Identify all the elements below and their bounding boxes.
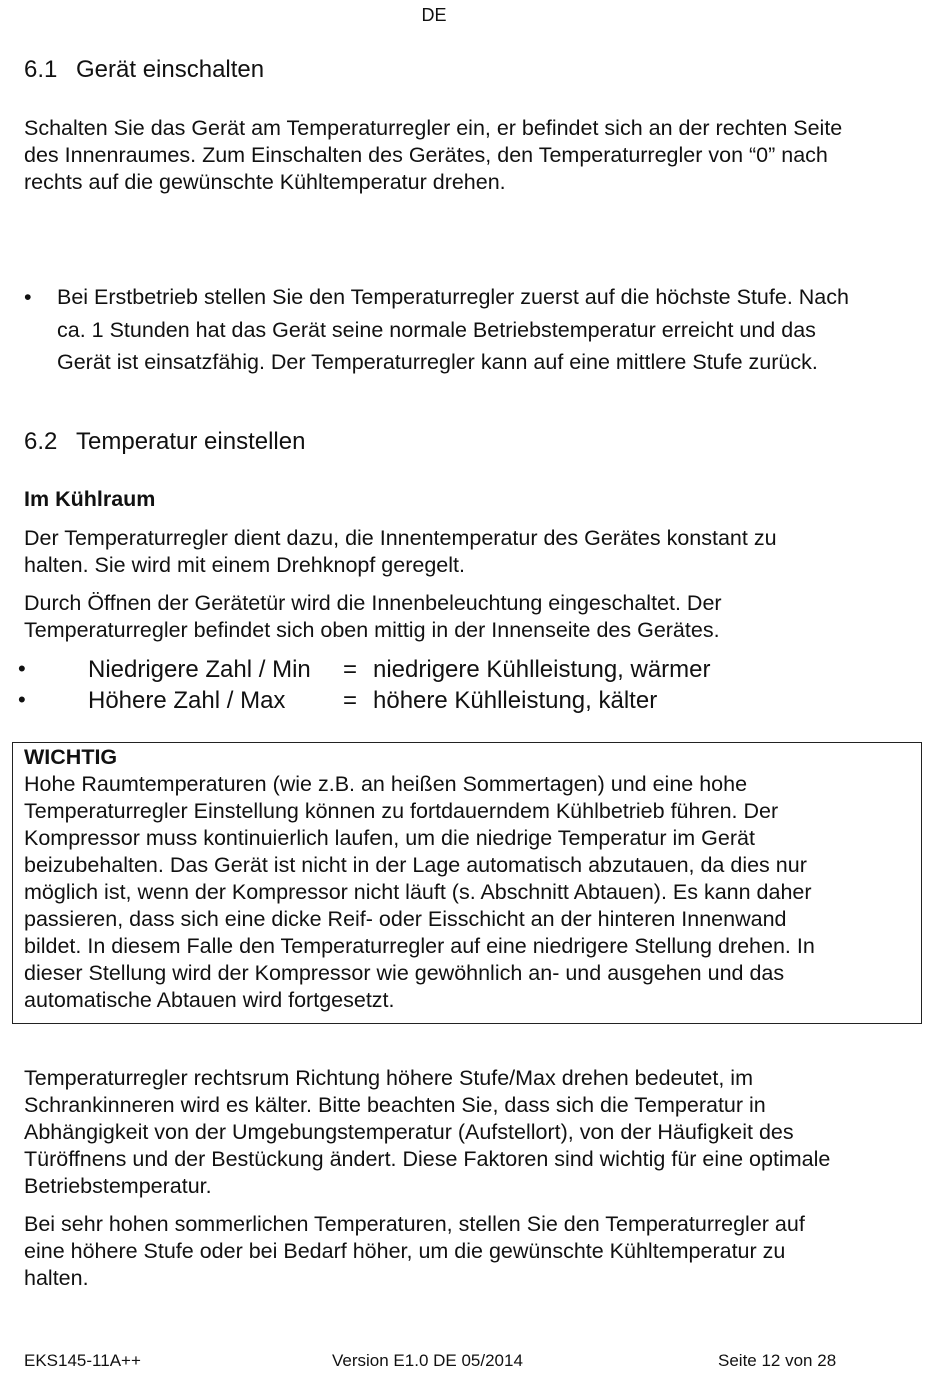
text-line: Temperaturregler Einstellung können zu fortdauerndem Kühlbetrieb führen. Der xyxy=(24,799,779,823)
text-line: des Innenraumes. Zum Einschalten des Gerätes, den Temperaturregler von “0” nach xyxy=(24,143,828,167)
text-line: Türöffnens und der Bestückung ändert. Diese Faktoren sind wichtig für eine optimale xyxy=(24,1147,831,1171)
paragraph-door-light xyxy=(24,590,924,644)
important-title: WICHTIG xyxy=(24,745,118,769)
text-line: beizubehalten. Das Gerät ist nicht in der Lage automatisch abzutauen, da dies nur xyxy=(24,853,807,877)
paragraph-thermostat xyxy=(24,525,924,579)
paragraph-turn-right xyxy=(24,1065,924,1200)
text-line: Abhängigkeit von der Umgebungstemperatur (Aufstellort), von der Häufigkeit des xyxy=(24,1120,794,1144)
text-line: Hohe Raumtemperaturen (wie z.B. an heißen Sommertagen) und eine hohe xyxy=(24,772,748,796)
text-line: Schrankinneren wird es kälter. Bitte beachten Sie, dass sich die Temperatur in xyxy=(24,1093,766,1117)
paragraph-summer xyxy=(24,1211,924,1292)
text-line: möglich ist, wenn der Kompressor nicht läuft (s. Abschnitt Abtauen). Es kann daher xyxy=(24,880,812,904)
text-line: Temperaturregler rechtsrum Richtung höhere Stufe/Max drehen bedeutet, im xyxy=(24,1066,753,1090)
text-line: Bei Erstbetrieb stellen Sie den Temperaturregler zuerst auf die höchste Stufe. Nach xyxy=(57,285,849,309)
text-line: passieren, dass sich eine dicke Reif- oder Eisschicht an der hinteren Innenwand xyxy=(24,907,787,931)
paragraph-switch-on xyxy=(24,115,924,196)
setting-row-min xyxy=(18,656,818,687)
footer-page-number: Seite 12 von 28 xyxy=(718,1351,837,1370)
text-line: Betriebstemperatur. xyxy=(24,1174,212,1198)
language-code: DE xyxy=(421,5,447,25)
text-line: Kompressor muss kontinuierlich laufen, um die niedrige Temperatur im Gerät xyxy=(24,826,755,850)
section-heading-6-1 xyxy=(24,56,264,84)
section-title: Gerät einschalten xyxy=(76,56,265,83)
bullet-icon: • xyxy=(24,285,32,309)
text-line: Temperaturregler befindet sich oben mittig in der Innenseite des Gerätes. xyxy=(24,618,720,642)
text-line: Schalten Sie das Gerät am Temperaturregler ein, er befindet sich an der rechten Seite xyxy=(24,116,843,140)
setting-effect: höhere Kühlleistung, kälter xyxy=(373,687,658,714)
text-line: automatische Abtauen wird fortgesetzt. xyxy=(24,988,395,1012)
text-line: halten. xyxy=(24,1266,89,1290)
equals-sign: = xyxy=(343,687,358,714)
equals-sign: = xyxy=(343,656,358,683)
text-line: halten. Sie wird mit einem Drehknopf geregelt. xyxy=(24,553,465,577)
text-line: eine höhere Stufe oder bei Bedarf höher, um die gewünschte Kühltemperatur zu xyxy=(24,1239,786,1263)
important-text xyxy=(24,771,919,1014)
bullet-icon: • xyxy=(18,687,26,712)
bullet-first-operation xyxy=(24,281,929,379)
text-line: bildet. In diesem Falle den Temperaturregler auf eine niedrigere Stellung drehen. In xyxy=(24,934,815,958)
section-heading-6-2 xyxy=(24,428,305,456)
footer-model: EKS145-11A++ xyxy=(24,1351,141,1370)
text-line: Bei sehr hohen sommerlichen Temperaturen, stellen Sie den Temperaturregler auf xyxy=(24,1212,805,1236)
setting-label: Höhere Zahl / Max xyxy=(88,687,286,714)
setting-row-max xyxy=(18,687,818,718)
text-line: dieser Stellung wird der Kompressor wie gewöhnlich an- und ausgehen und das xyxy=(24,961,785,985)
text-line: ca. 1 Stunden hat das Gerät seine normale Betriebstemperatur erreicht und das xyxy=(57,317,816,342)
section-number: 6.1 xyxy=(24,56,58,83)
text-line: Durch Öffnen der Gerätetür wird die Innenbeleuchtung eingeschaltet. Der xyxy=(24,591,722,615)
text-line: Der Temperaturregler dient dazu, die Innentemperatur des Gerätes konstant zu xyxy=(24,526,777,550)
text-line: rechts auf die gewünschte Kühltemperatur drehen. xyxy=(24,170,506,194)
footer-version: Version E1.0 DE 05/2014 xyxy=(332,1351,523,1370)
text-line: Gerät ist einsatzfähig. Der Temperaturregler kann auf eine mittlere Stufe zurück. xyxy=(57,350,818,374)
section-number: 6.2 xyxy=(24,428,58,455)
setting-label: Niedrigere Zahl / Min xyxy=(88,656,311,683)
subheading-cooling-room: Im Kühlraum xyxy=(24,487,156,511)
section-title: Temperatur einstellen xyxy=(76,428,306,455)
setting-effect: niedrigere Kühlleistung, wärmer xyxy=(373,656,711,683)
bullet-icon: • xyxy=(18,656,26,681)
